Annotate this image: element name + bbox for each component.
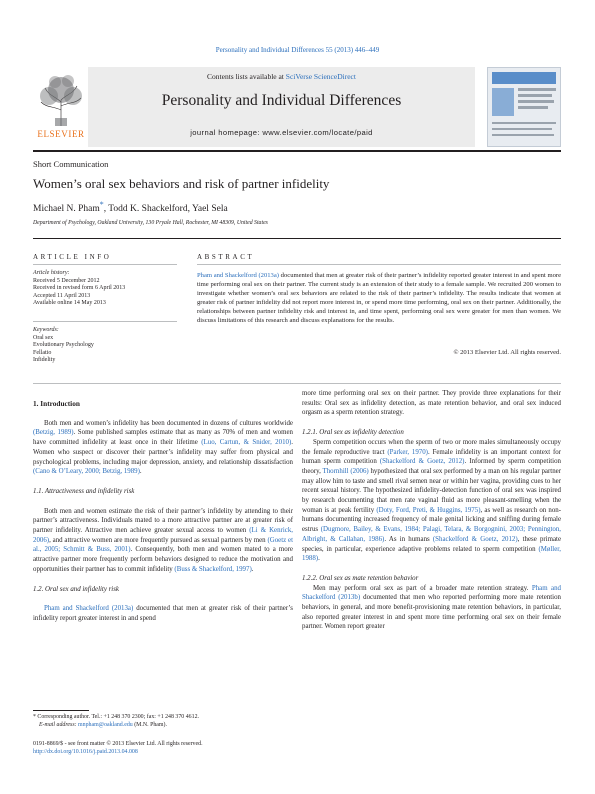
paragraph: Pham and Shackelford (2013a) documented that men at greater risk of their partner’s infidelity report greater interest in and spend [33, 605, 293, 622]
citation-link[interactable]: Pham and Shackelford (2013b) [302, 584, 561, 602]
keyword: Fellatio [33, 349, 52, 356]
affiliation: Department of Psychology, Oakland University, 130 Pryale Hall, Rochester, MI 48309, United States [33, 220, 268, 226]
history-accepted: Accepted 11 April 2013 [33, 292, 91, 299]
history-online: Available online 14 May 2013 [33, 300, 106, 307]
journal-cover-thumbnail [487, 67, 561, 147]
article-info-rule [33, 264, 177, 265]
paragraph: more time performing oral sex on their partner. They provide three explanations for their results: Oral sex as infidelity detection, as mate retention behavior, and oral sex induced orgasm as a sperm retention strategy. [302, 390, 561, 417]
subsection-heading: 1.2.2. Oral sex as mate retention behavior [302, 574, 419, 582]
running-head: Personality and Individual Differences 55 (2013) 446–449 [215, 46, 380, 54]
citation-link[interactable]: (Buss & Shackelford, 1997) [174, 565, 252, 573]
article-title: Women’s oral sex behaviors and risk of partner infidelity [33, 176, 330, 191]
keyword: Infidelity [33, 357, 56, 364]
paragraph: Sperm competition occurs when the sperm of two or more males simultaneously occupy the female reproductive tract (Parker, 1970). Female infidelity is an important context for human sperm competition (Shackelford & Goetz, 2012). Informed by sperm competition theory, Thornhill (2006) hypothesized that oral sex performed by a man on his regular partner may allow him to taste and smell rival semen near or within her vagina, providing cues to her recent sexual history. The hypothesized infidelity-detection function of oral sex was inspired by research documenting that men rate vaginal fluid as more pleasant-smelling when the woman is at peak fertility (Doty, Ford, Preti, & Huggins, 1975), as well as research on non-humans documenting increased frequency of male genital licking and sniffing during female estrus (Dugmore, Bailey, & Evans, 1984; Palagi, Telara, & Borgognini, 2003; Pennington, Albright, & Callahan, 1986). As in humans (Shackelford & Goetz, 2012), these primate species, in particular, experience adaptive problems related to sperm competition (Møller, 1988). [302, 438, 562, 563]
journal-homepage[interactable]: journal homepage: www.elsevier.com/locate/paid [190, 128, 373, 137]
paragraph: Men may perform oral sex as part of a broader mate retention strategy. Pham and Shackelford (2013b) documented that men who reported performing more mate retention behaviors, in general, and more benefit-provisioning mate retention behaviors, in particular, also reported greater interest in and spent more time performing oral sex on their female partner. Women report greater [302, 584, 561, 631]
paragraph: Both men and women estimate the risk of their partner’s infidelity by attending to their partner’s attractiveness. Individuals mated to a more attractive partner are at greater risk of partner infidelity. Attractive men achieve greater sexual access to women (Li & Kenrick, 2006), and attractive women are more frequently pursued as sexual partners by men (Goetz et al., 2005; Schmitt & Buss, 2001). Consequently, both men and women mated to a more attractive partner more frequently perform behaviors designed to reduce the motivation and opportunities their partner has to commit infidelity (Buss & Shackelford, 1997). [33, 507, 293, 573]
citation-link[interactable]: (Doty, Ford, Preti, & Huggins, 1975) [376, 506, 481, 514]
email-label: E-mail address: [39, 722, 77, 729]
doi-link[interactable]: http://dx.doi.org/10.1016/j.paid.2013.04.008 [33, 749, 138, 756]
article-type: Short Communication [33, 159, 109, 169]
keyword: Evolutionary Psychology [33, 342, 94, 349]
citation-link[interactable]: (Betzig, 1989) [33, 429, 74, 437]
citation-link[interactable]: (Parker, 1970) [387, 448, 428, 456]
left-column [33, 399, 293, 624]
citation-link[interactable]: (Goetz et al., 2005; Schmitt & Buss, 2001) [33, 536, 293, 554]
keywords-rule [33, 321, 177, 322]
author-name: Michael N. Pham [33, 204, 100, 215]
article-history [33, 270, 183, 308]
corresponding-author-note: * Corresponding author. Tel.: +1 248 370 2300; fax: +1 248 370 4612. [33, 714, 199, 720]
sciencedirect-link[interactable]: SciVerse ScienceDirect [285, 72, 356, 81]
history-label: Article history: [33, 270, 70, 276]
abstract-rule [197, 264, 561, 265]
header-rule [33, 238, 561, 239]
paragraph: Both men and women’s infidelity has been documented in dozens of cultures worldwide (Betzig, 1989). Some published samples estimate that as many as 70% of men and women have committed infidelity at least once in their lifetime (Luo, Cartun, & Snider, 2010). Women who suspect or discover their partner’s infidelity may suffer from physical and psychological problems, including major depression, anxiety, and relationship dissatisfaction (Cano & O’Leary, 2000; Betzig, 1989). [33, 419, 293, 476]
abstract-body: documented that men at greater risk of their partner’s infidelity reported greater interest in and spent more time performing oral sex on their partner. The current study is an extension of their study to a female sample. We recruited 200 women to investigate whether women’s oral sex behaviors are related to the risk of their partner’s infidelity. The results indicate that women at greater risk of partner infidelity did not report more interest in, or spend more time performing, oral sex on their partner. Additionally, the relationships between partner infidelity risk and interest in, and time spent, performing oral sex were greater for men than women. We discuss limitations of this research and discuss explanations for the results. [197, 272, 561, 324]
abstract-bottom-rule [33, 383, 561, 384]
citation-link[interactable]: (Cano & O’Leary, 2000; Betzig, 1989) [33, 468, 140, 476]
abstract-heading: ABSTRACT [197, 253, 255, 261]
corresponding-author-marker[interactable]: * [99, 200, 104, 209]
citation-link[interactable]: (Møller, 1988) [302, 545, 561, 563]
copyright-notice: © 2013 Elsevier Ltd. All rights reserved. [453, 349, 561, 356]
journal-title: Personality and Individual Differences [161, 92, 402, 109]
front-matter-info [33, 740, 293, 757]
citation-link[interactable]: (Shackelford & Goetz, 2012) [379, 458, 465, 466]
history-revised: Received in revised form 6 April 2013 [33, 285, 126, 292]
footnote-marker: * [33, 714, 36, 720]
subsection-heading: 1.2. Oral sex and infidelity risk [33, 585, 119, 593]
citation-link[interactable]: Pham and Shackelford (2013a) [197, 272, 279, 279]
citation-link[interactable]: Pham and Shackelford (2013a) [44, 605, 134, 613]
author-list [33, 200, 228, 214]
citation-link[interactable]: Thornhill (2006) [322, 467, 369, 475]
elsevier-wordmark: ELSEVIER [37, 129, 85, 139]
keywords-block [33, 327, 183, 365]
contents-prefix: Contents lists available at [207, 72, 286, 81]
citation-link[interactable]: (Luo, Cartun, & Snider, 2010) [201, 439, 292, 447]
subsection-heading: 1.2.1. Oral sex as infidelity detection [302, 429, 404, 437]
masthead-rule [33, 150, 561, 152]
history-received: Received 5 December 2012 [33, 277, 100, 284]
abstract-text [197, 272, 561, 325]
subsection-heading: 1.1. Attractiveness and infidelity risk [33, 487, 135, 495]
author-names: , Todd K. Shackelford, Yael Sela [103, 204, 228, 215]
article-info-heading: ARTICLE INFO [33, 253, 112, 261]
email-note: E-mail address: mnpham@oakland.edu (M.N. Pham). [39, 722, 167, 729]
footnote [33, 713, 293, 730]
keyword: Oral sex [33, 334, 54, 341]
section-heading-introduction: 1. Introduction [33, 399, 80, 408]
citation-link[interactable]: (Shackelford & Goetz, 2012) [432, 535, 518, 543]
keywords-label: Keywords: [33, 327, 59, 333]
right-column [302, 389, 561, 632]
email-link[interactable]: mnpham@oakland.edu [76, 722, 133, 729]
citation-link[interactable]: (Li & Kenrick, 2006) [33, 527, 293, 544]
front-matter-line: 0191-8869/$ - see front matter © 2013 Elsevier Ltd. All rights reserved. [33, 741, 203, 747]
elsevier-tree-logo [33, 70, 89, 132]
journal-masthead [33, 67, 471, 147]
footnote-rule [33, 710, 89, 711]
citation-link[interactable]: (Dugmore, Bailey, & Evans, 1984; Palagi, Telara, & Borgognini, 2003; Pennington, Albright, & Callahan, 1986) [302, 526, 561, 543]
contents-line [88, 72, 475, 81]
